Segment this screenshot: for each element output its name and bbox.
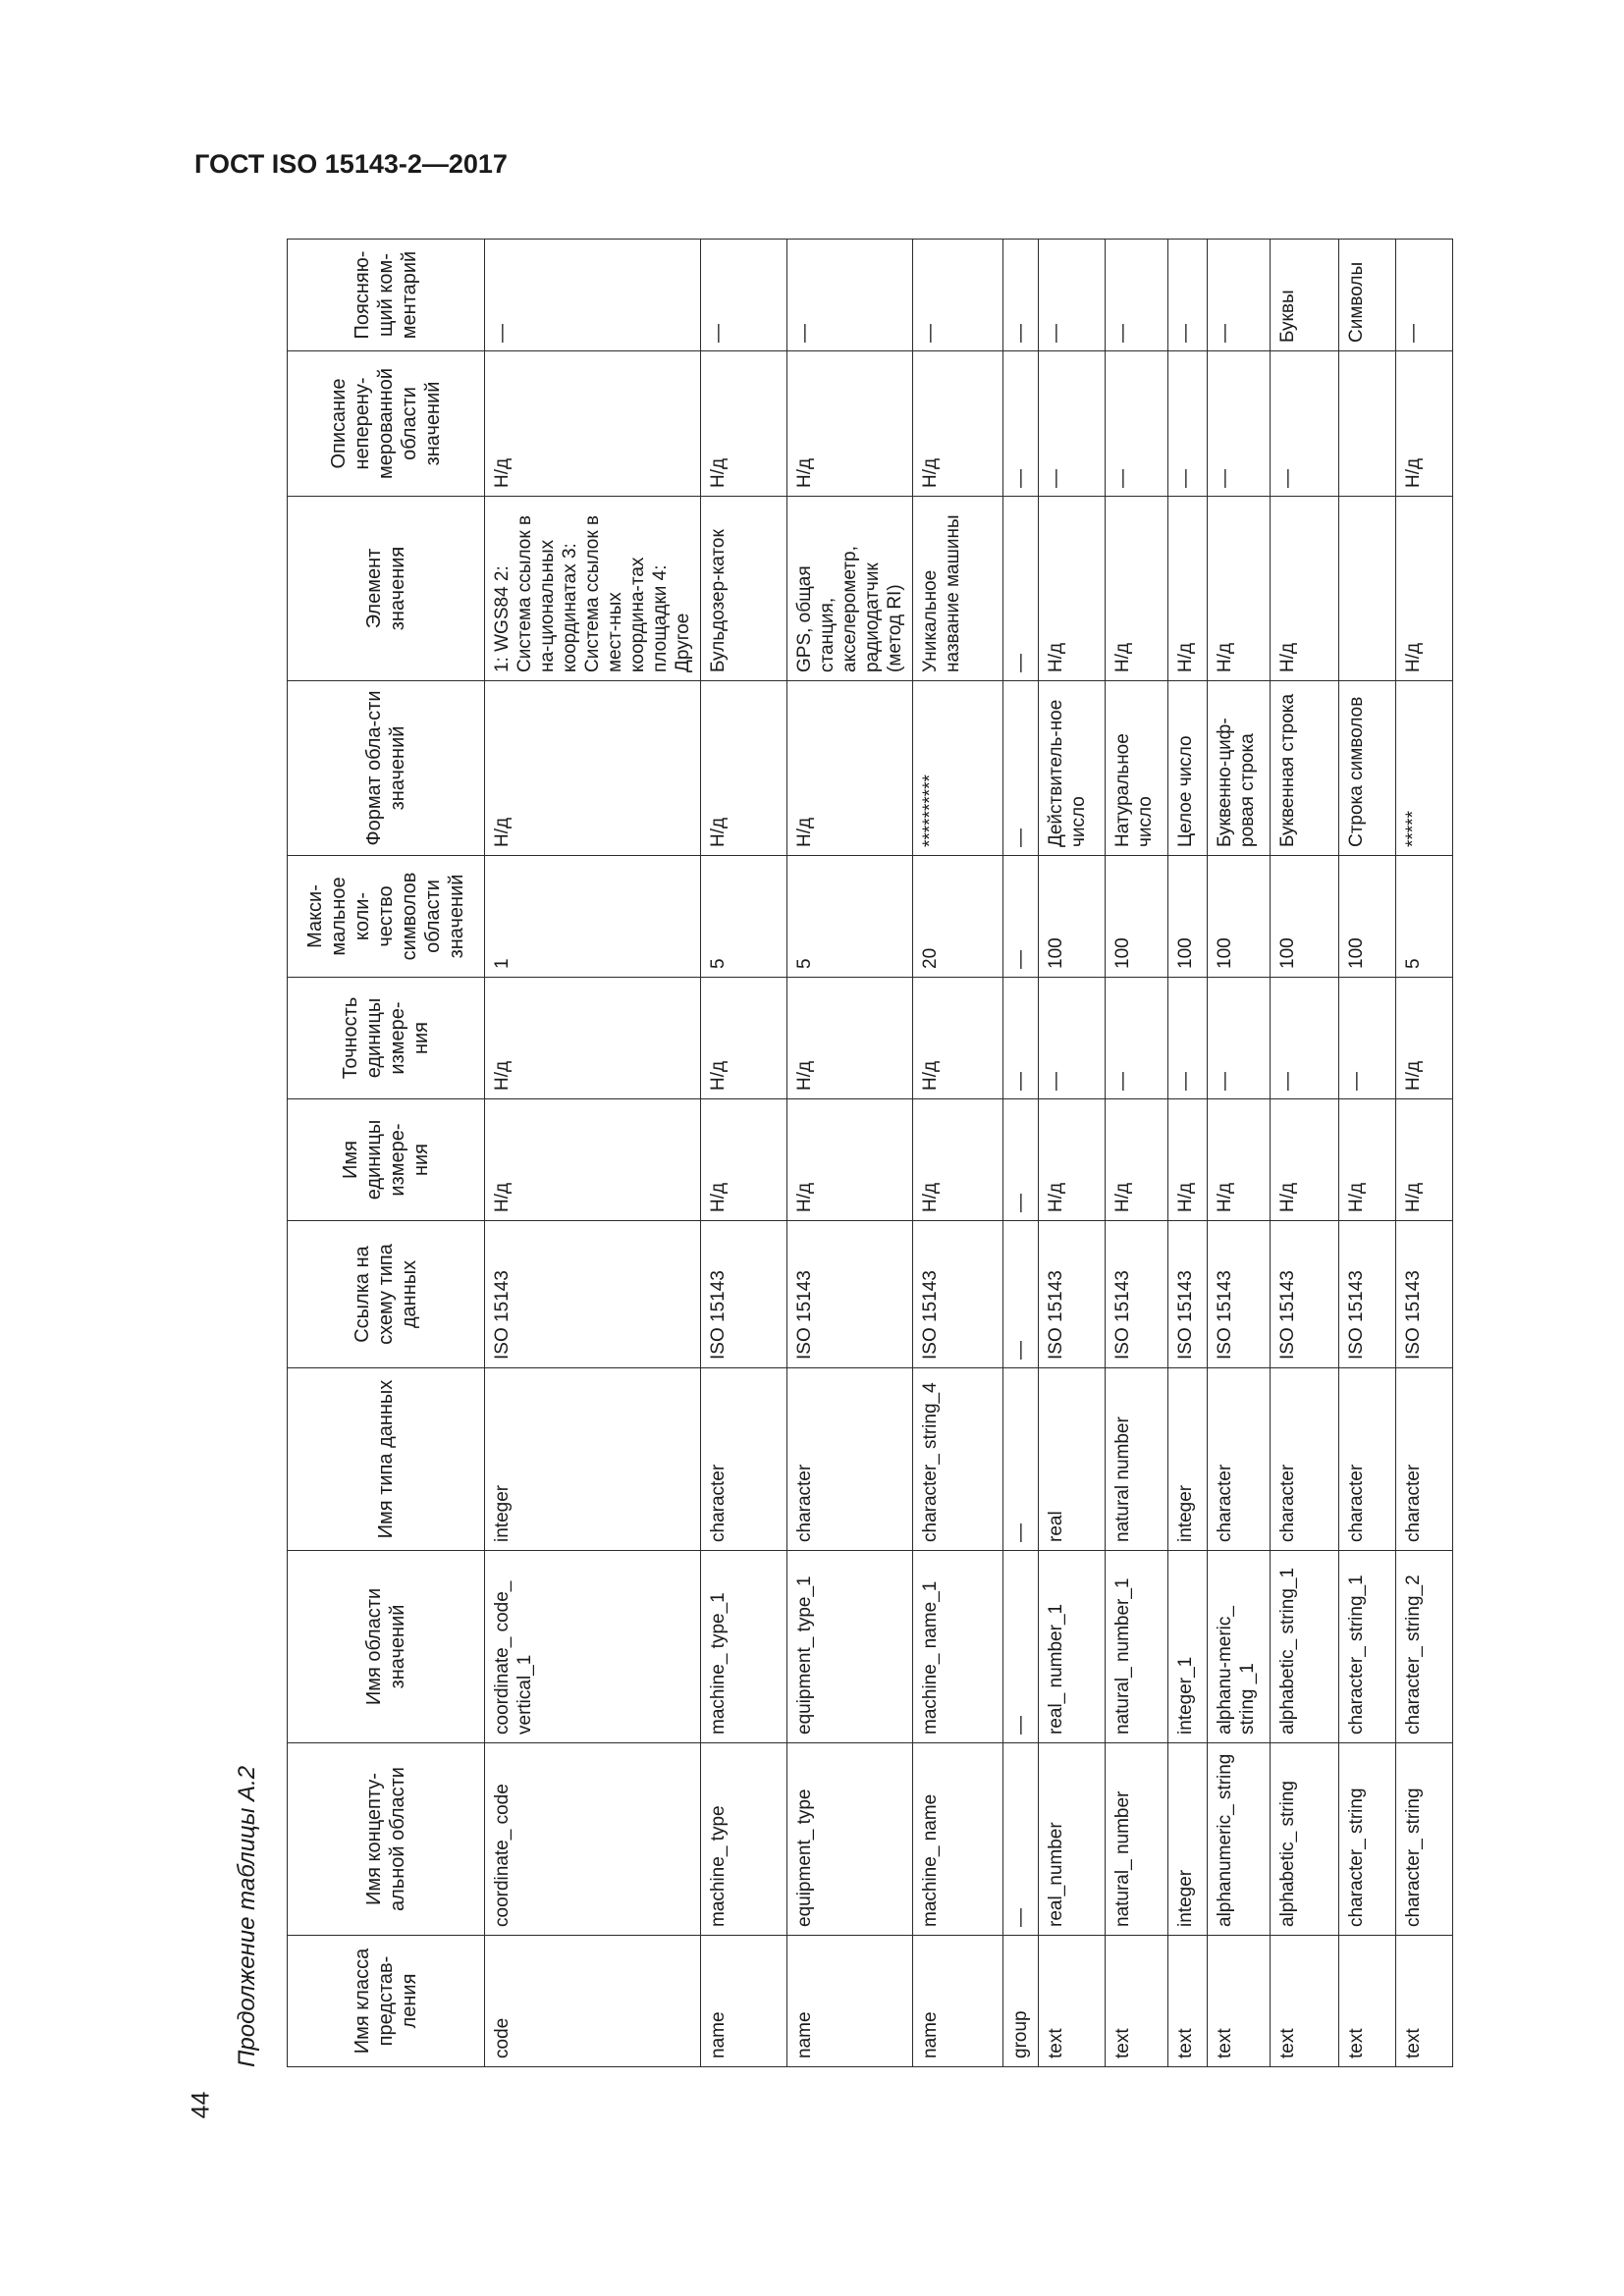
table-cell: GPS, общая станция, акселерометр, радиодатчик (метод RI): [787, 497, 913, 681]
table-cell: Строка символов: [1339, 681, 1396, 856]
column-header: Элемент значения: [288, 497, 485, 681]
table-cell: —: [1106, 240, 1168, 351]
table-cell: 1: [485, 856, 701, 978]
table-cell: —: [1003, 351, 1039, 497]
table-cell: Целое число: [1168, 681, 1208, 856]
table-row: [1339, 240, 1396, 2067]
table-cell: integer: [1168, 1368, 1208, 1551]
table-cell: 5: [787, 856, 913, 978]
table-cell: [1339, 497, 1396, 681]
table-cell: text: [1106, 1936, 1168, 2067]
table-cell: ISO 15143: [1271, 1221, 1339, 1368]
table-cell: ISO 15143: [787, 1221, 913, 1368]
table-cell: Н/д: [913, 351, 1003, 497]
table-cell: text: [1396, 1936, 1453, 2067]
table-cell: name: [787, 1936, 913, 2067]
table-cell: —: [787, 240, 913, 351]
table-row: [1106, 240, 1168, 2067]
column-header: Имя класса представ-ления: [288, 1936, 485, 2067]
table-cell: ISO 15143: [913, 1221, 1003, 1368]
page-number: 44: [187, 2091, 215, 2119]
table-cell: Н/д: [1396, 351, 1453, 497]
table-cell: —: [913, 240, 1003, 351]
table-cell: Н/д: [1168, 497, 1208, 681]
table-cell: *****: [1396, 681, 1453, 856]
table-cell: Н/д: [1396, 1099, 1453, 1221]
table-cell: —: [1339, 978, 1396, 1099]
table-cell: Натуральное число: [1106, 681, 1168, 856]
table-cell: 100: [1106, 856, 1168, 978]
table-cell: character_ string_1: [1339, 1551, 1396, 1743]
table-cell: Н/д: [485, 1099, 701, 1221]
table-cell: natural number: [1106, 1368, 1168, 1551]
table-cell: real: [1039, 1368, 1106, 1551]
table-cell: ISO 15143: [485, 1221, 701, 1368]
table-cell: 100: [1039, 856, 1106, 978]
table-cell: Бульдозер-каток: [701, 497, 787, 681]
column-header: Поясняю-щий ком-ментарий: [288, 240, 485, 351]
table-cell: integer: [1168, 1743, 1208, 1936]
table-cell: Н/д: [1039, 497, 1106, 681]
table-cell: Н/д: [701, 351, 787, 497]
table-cell: alphanumeric_ string: [1208, 1743, 1271, 1936]
table-cell: alphabetic_ string_1: [1271, 1551, 1339, 1743]
column-header: Формат обла-сти значений: [288, 681, 485, 856]
table-cell: machine_ name_1: [913, 1551, 1003, 1743]
column-header: Точность единицы измере-ния: [288, 978, 485, 1099]
table-cell: —: [1396, 240, 1453, 351]
table-cell: text: [1271, 1936, 1339, 2067]
table-cell: —: [1039, 978, 1106, 1099]
table-cell: 100: [1271, 856, 1339, 978]
table-cell: character: [701, 1368, 787, 1551]
table-cell: —: [1003, 856, 1039, 978]
table-cell: code: [485, 1936, 701, 2067]
table-cell: —: [1003, 1551, 1039, 1743]
table-row: [485, 240, 701, 2067]
table-cell: 20: [913, 856, 1003, 978]
table-cell: real_ number_1: [1039, 1551, 1106, 1743]
table-cell: —: [1208, 240, 1271, 351]
table-cell: character: [1339, 1368, 1396, 1551]
table-cell: ISO 15143: [1396, 1221, 1453, 1368]
table-cell: text: [1039, 1936, 1106, 2067]
table-cell: 1: WGS84 2: Система ссылок в на-циональных координатах 3: Система ссылок в мест-ных координа-тах площадки 4: Другое: [485, 497, 701, 681]
table-cell: Буквы: [1271, 240, 1339, 351]
column-header: Ссылка на схему типа данных: [288, 1221, 485, 1368]
table-cell: —: [1003, 497, 1039, 681]
table-cell: Буквенно-циф-ровая строка: [1208, 681, 1271, 856]
table-cell: Н/д: [1039, 1099, 1106, 1221]
table-cell: text: [1339, 1936, 1396, 2067]
table-cell: [1339, 351, 1396, 497]
table-cell: —: [1168, 351, 1208, 497]
table-cell: Н/д: [1271, 1099, 1339, 1221]
column-header: Имя единицы измере-ния: [288, 1099, 485, 1221]
table-row: [1168, 240, 1208, 2067]
table-cell: Н/д: [1396, 497, 1453, 681]
table-cell: —: [1168, 978, 1208, 1099]
table-cell: name: [701, 1936, 787, 2067]
table-cell: Буквенная строка: [1271, 681, 1339, 856]
table-cell: coordinate_ code_ vertical_1: [485, 1551, 701, 1743]
table-row: [1271, 240, 1339, 2067]
table-cell: Н/д: [787, 1099, 913, 1221]
table-cell: —: [1003, 681, 1039, 856]
table-cell: —: [1106, 351, 1168, 497]
table-cell: 5: [701, 856, 787, 978]
rotated-table-area: [234, 240, 1494, 2067]
table-cell: —: [701, 240, 787, 351]
table-cell: **********: [913, 681, 1003, 856]
table-cell: character: [1271, 1368, 1339, 1551]
table-cell: Н/д: [913, 978, 1003, 1099]
table-cell: Н/д: [1339, 1099, 1396, 1221]
table-cell: Действитель-ное число: [1039, 681, 1106, 856]
table-cell: equipment_ type_1: [787, 1551, 913, 1743]
table-cell: 5: [1396, 856, 1453, 978]
column-header: Макси-мальное коли-чество символов области значений: [288, 856, 485, 978]
table-cell: ISO 15143: [1208, 1221, 1271, 1368]
value-domain-table: [287, 239, 1453, 2067]
table-cell: character: [1396, 1368, 1453, 1551]
table-cell: ISO 15143: [1106, 1221, 1168, 1368]
table-cell: group: [1003, 1936, 1039, 2067]
table-cell: Н/д: [787, 351, 913, 497]
table-cell: integer_1: [1168, 1551, 1208, 1743]
table-row: [1039, 240, 1106, 2067]
table-cell: —: [1271, 351, 1339, 497]
table-row: [701, 240, 787, 2067]
table-cell: —: [1003, 1221, 1039, 1368]
column-header: Имя типа данных: [288, 1368, 485, 1551]
table-cell: ISO 15143: [1339, 1221, 1396, 1368]
document-title: ГОСТ ISO 15143-2—2017: [194, 149, 508, 179]
column-header: Имя концепту-альной области: [288, 1743, 485, 1936]
table-cell: Н/д: [485, 681, 701, 856]
table-cell: Н/д: [1271, 497, 1339, 681]
table-cell: natural_ number_1: [1106, 1551, 1168, 1743]
table-cell: machine_ type: [701, 1743, 787, 1936]
table-cell: —: [1003, 240, 1039, 351]
table-cell: ISO 15143: [1039, 1221, 1106, 1368]
table-cell: Н/д: [701, 978, 787, 1099]
table-cell: character_ string: [1339, 1743, 1396, 1936]
table-row: [1208, 240, 1271, 2067]
table-cell: Н/д: [1208, 497, 1271, 681]
table-cell: —: [1271, 978, 1339, 1099]
table-cell: —: [1039, 240, 1106, 351]
table-cell: —: [1168, 240, 1208, 351]
table-cell: —: [1106, 978, 1168, 1099]
table-cell: —: [1208, 351, 1271, 497]
table-cell: text: [1168, 1936, 1208, 2067]
table-caption: Продолжение таблицы А.2: [234, 1765, 260, 2067]
table-cell: character: [787, 1368, 913, 1551]
table-cell: natural_ number: [1106, 1743, 1168, 1936]
table-cell: Н/д: [1106, 497, 1168, 681]
table-cell: ISO 15143: [1168, 1221, 1208, 1368]
table-cell: Н/д: [1396, 978, 1453, 1099]
table-row: [913, 240, 1003, 2067]
table-cell: —: [1039, 351, 1106, 497]
table-cell: —: [1208, 978, 1271, 1099]
table-row: [787, 240, 913, 2067]
table-row: [1396, 240, 1453, 2067]
column-header: Описание неперену-мерованной области значений: [288, 351, 485, 497]
table-cell: 100: [1208, 856, 1271, 978]
table-cell: name: [913, 1936, 1003, 2067]
table-cell: Н/д: [701, 681, 787, 856]
table-cell: —: [1003, 1099, 1039, 1221]
column-header: Имя области значений: [288, 1551, 485, 1743]
table-cell: —: [1003, 978, 1039, 1099]
table-row: [1003, 240, 1039, 2067]
table-cell: real_number: [1039, 1743, 1106, 1936]
table-cell: character_ string_2: [1396, 1551, 1453, 1743]
table-cell: 100: [1339, 856, 1396, 978]
table-cell: —: [1003, 1743, 1039, 1936]
table-cell: —: [485, 240, 701, 351]
table-cell: Н/д: [1106, 1099, 1168, 1221]
table-cell: machine_ name: [913, 1743, 1003, 1936]
table-cell: machine_ type_1: [701, 1551, 787, 1743]
table-cell: character: [1208, 1368, 1271, 1551]
table-cell: text: [1208, 1936, 1271, 2067]
table-cell: character_ string_4: [913, 1368, 1003, 1551]
table-cell: Символы: [1339, 240, 1396, 351]
table-cell: Н/д: [485, 351, 701, 497]
table-cell: integer: [485, 1368, 701, 1551]
table-cell: coordinate_ code: [485, 1743, 701, 1936]
table-cell: Н/д: [787, 978, 913, 1099]
table-cell: alphabetic_ string: [1271, 1743, 1339, 1936]
table-header-row: [288, 240, 485, 2067]
table-cell: Н/д: [1208, 1099, 1271, 1221]
table-cell: Уникальное название машины: [913, 497, 1003, 681]
table-cell: Н/д: [1168, 1099, 1208, 1221]
table-cell: Н/д: [913, 1099, 1003, 1221]
table-cell: equipment_ type: [787, 1743, 913, 1936]
table-cell: Н/д: [701, 1099, 787, 1221]
table-cell: Н/д: [787, 681, 913, 856]
table-cell: character_ string: [1396, 1743, 1453, 1936]
table-cell: 100: [1168, 856, 1208, 978]
table-cell: ISO 15143: [701, 1221, 787, 1368]
table-cell: Н/д: [485, 978, 701, 1099]
table-cell: alphanu-meric_ string _1: [1208, 1551, 1271, 1743]
table-cell: —: [1003, 1368, 1039, 1551]
